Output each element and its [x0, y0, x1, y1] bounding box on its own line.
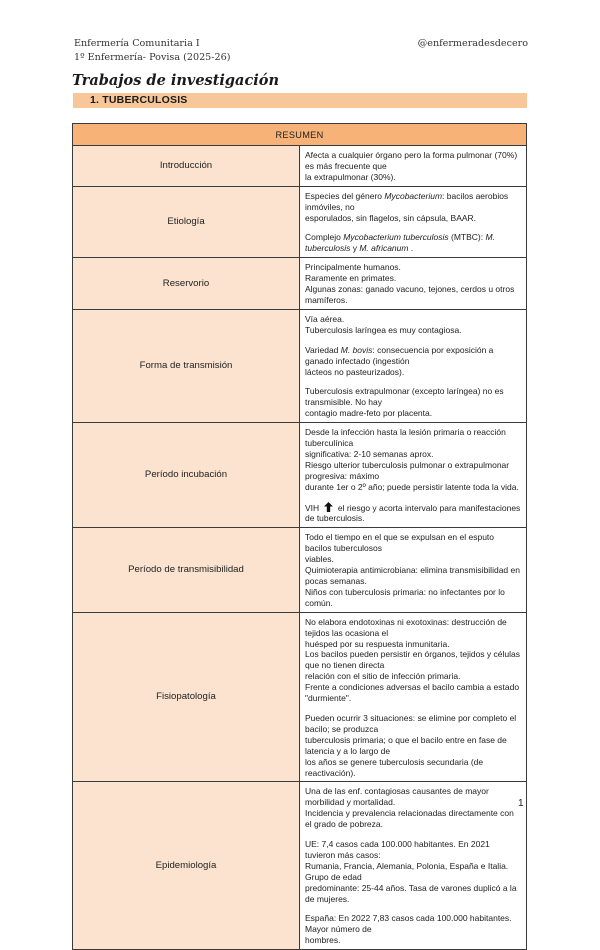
row-content-epidemiologia: Una de las enf. contagiosas causantes de mayor morbilidad y mortalidad. Incidencia y prevalencia relacionadas directamente con el grado de pobreza. UE: 7,4 casos cada 100.000 habitantes. En 2021 tuvieron más casos: Rumania, Francia, Alemania, Polonia, España e Italia. Grupo de edad predominante: 25-44 años. Tasa de varones duplicó a la de mujeres. España: En 2022 7,83 casos cada 100.000 habitantes. Mayor número de hombres. [300, 782, 527, 950]
row-label-incubacion: Período incubación [73, 423, 300, 528]
table-row [73, 309, 527, 422]
table-row [73, 258, 527, 310]
table-heading: RESUMEN [73, 124, 527, 146]
row-content-transmisibilidad: Todo el tiempo en el que se expulsan en el esputo bacilos tuberculosos viables. Quimioterapia antimicrobiana: elimina transmisibilidad en pocas semanas. Niños con tuberculosis primaria: no infectantes por lo común. [300, 528, 527, 612]
row-content-reservorio: Principalmente humanos. Raramente en primates. Algunas zonas: ganado vacuno, tejones, cerdos u otros mamíferos. [300, 258, 527, 310]
course-name: Enfermería Comunitaria I [74, 38, 200, 49]
table-row [73, 423, 527, 528]
table-row [73, 782, 527, 950]
row-content-incubacion: Desde la infección hasta la lesión primaria o reacción tuberculínica significativa: 2-10 semanas aprox. Riesgo ulterior tuberculosis pulmonar o extrapulmonar progresiva: máximo durante 1er o 2º año; puede persistir latente toda la vida. VIH el riesgo y acorta intervalo para manifestaciones de tuberculosis. [300, 423, 527, 528]
course-group: 1º Enfermería- Povisa (2025-26) [74, 52, 231, 63]
row-label-transmisibilidad: Período de transmisibilidad [73, 528, 300, 612]
row-label-fisiopatologia: Fisiopatología [73, 612, 300, 782]
up-arrow-icon [324, 502, 333, 512]
table-row [73, 146, 527, 187]
row-label-reservorio: Reservorio [73, 258, 300, 310]
row-content-introduccion: Afecta a cualquier órgano pero la forma pulmonar (70%) es más frecuente que la extrapulmonar (30%). [300, 146, 527, 187]
author-handle: @enfermeradesdecero [417, 38, 528, 49]
header-left [74, 37, 230, 65]
row-content-transmision: Vía aérea. Tuberculosis laríngea es muy contagiosa. Variedad M. bovis: consecuencia por exposición a ganado infectado (ingestión lácteos no pasteurizados). Tuberculosis extrapulmonar (excepto laríngea) no es transmisible. No hay contagio madre-feto por placenta. [300, 309, 527, 422]
document-title: Trabajos de investigación [72, 72, 280, 89]
summary-table [72, 123, 527, 950]
table-row [73, 186, 527, 258]
section-title: 1. TUBERCULOSIS [90, 94, 188, 106]
row-label-epidemiologia: Epidemiología [73, 782, 300, 950]
row-content-fisiopatologia: No elabora endotoxinas ni exotoxinas: destrucción de tejidos las ocasiona el huésped por su respuesta inmunitaria. Los bacilos pueden persistir en órganos, tejidos y células que no tienen directa relación con el sitio de infección primaria. Frente a condiciones adversas el bacilo cambia a estado "durmiente". Pueden ocurrir 3 situaciones: se elimine por completo el bacilo; se produzca tuberculosis primaria; o que el bacilo entre en fase de latencia y a lo largo de los años se genere tuberculosis secundaria (de reactivación). [300, 612, 527, 782]
section-bar [73, 93, 527, 108]
table-row [73, 612, 527, 782]
table-header-row [73, 124, 527, 146]
row-label-transmision: Forma de transmisión [73, 309, 300, 422]
row-label-etiologia: Etiología [73, 186, 300, 258]
row-content-etiologia: Especies del género Mycobacterium: bacilos aerobios inmóviles, no esporulados, sin flagelos, sin cápsula, BAAR. Complejo Mycobacterium tuberculosis (MTBC): M. tuberculosis y M. africanum . [300, 186, 527, 258]
row-label-introduccion: Introducción [73, 146, 300, 187]
page-number: 1 [518, 798, 524, 809]
table-row [73, 528, 527, 612]
